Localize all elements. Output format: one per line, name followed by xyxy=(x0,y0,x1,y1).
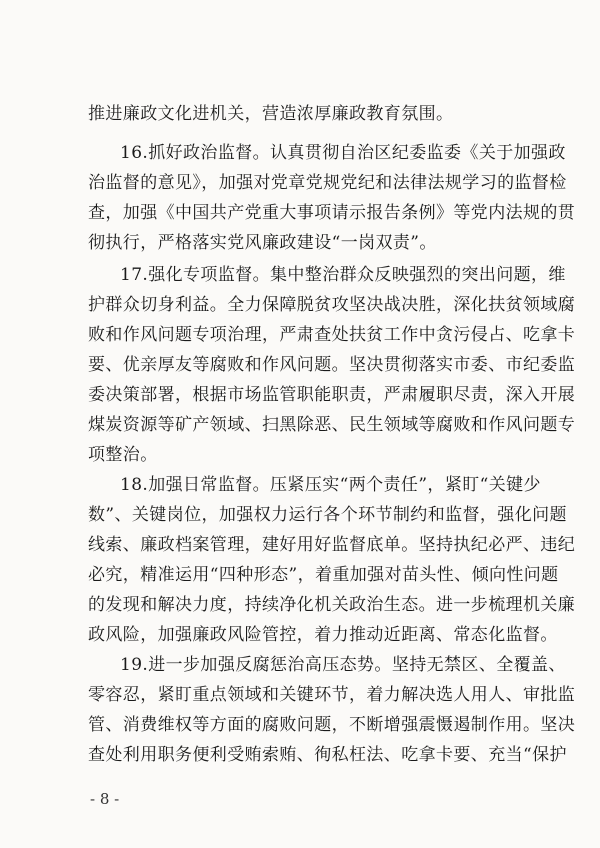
text-line: 16.抓好政治监督。认真贯彻自治区纪委监委《关于加强政 xyxy=(120,143,566,163)
text-line: 查处利用职务便利受贿索贿、徇私枉法、吃拿卡要、充当“保护 xyxy=(88,745,567,765)
text-line: 必究，精准运用“四种形态”，着重加强对苗头性、倾向性问题 xyxy=(88,565,559,585)
text-line: 零容忍，紧盯重点领域和关键环节，着力解决选人用人、审批监 xyxy=(88,685,576,705)
text-line: 败和作风问题专项治理，严肃查处扶贫工作中贪污侵占、吃拿卡 xyxy=(88,325,576,345)
text-line: 查，加强《中国共产党重大事项请示报告条例》等党内法规的贯 xyxy=(88,203,576,223)
text-line: 管、消费维权等方面的腐败问题，不断增强震慑遏制作用。坚决 xyxy=(88,715,576,735)
text-line: 治监督的意见》，加强对党章党规党纪和法律法规学习的监督检 xyxy=(88,173,567,193)
text-line: 要、优亲厚友等腐败和作风问题。坚决贯彻落实市委、市纪委监 xyxy=(88,355,576,375)
text-line: 19.进一步加强反腐惩治高压态势。坚持无禁区、全覆盖、 xyxy=(120,655,566,675)
text-line: 政风险，加强廉政风险管控，着力推动近距离、常态化监督。 xyxy=(88,625,558,645)
text-line: 煤炭资源等矿产领域、扫黑除恶、民生领域等腐败和作风问题专 xyxy=(88,415,576,435)
text-line: 18.加强日常监督。压紧压实“两个责任”，紧盯“关键少 xyxy=(120,475,541,495)
text-line: 委决策部署，根据市场监管职能职责，严肃履职尽责，深入开展 xyxy=(88,385,576,405)
text-line: 项整治。 xyxy=(88,445,158,465)
text-line: 数”、关键岗位，加强权力运行各个环节制约和监督，强化问题 xyxy=(88,505,567,525)
text-line: 推进廉政文化进机关，营造浓厚廉政教育氛围。 xyxy=(88,104,454,124)
text-line: 彻执行，严格落实党风廉政建设“一岗双责”。 xyxy=(88,233,437,253)
text-line: 线索、廉政档案管理，建好用好监督底单。坚持执纪必严、违纪 xyxy=(88,535,576,555)
text-line: 17.强化专项监督。集中整治群众反映强烈的突出问题，维 xyxy=(120,265,566,285)
text-line: 护群众切身利益。全力保障脱贫攻坚决战决胜，深化扶贫领域腐 xyxy=(88,295,576,315)
page-number: - 8 - xyxy=(90,790,120,808)
text-line: 的发现和解决力度，持续净化机关政治生态。进一步梳理机关廉 xyxy=(88,595,576,615)
